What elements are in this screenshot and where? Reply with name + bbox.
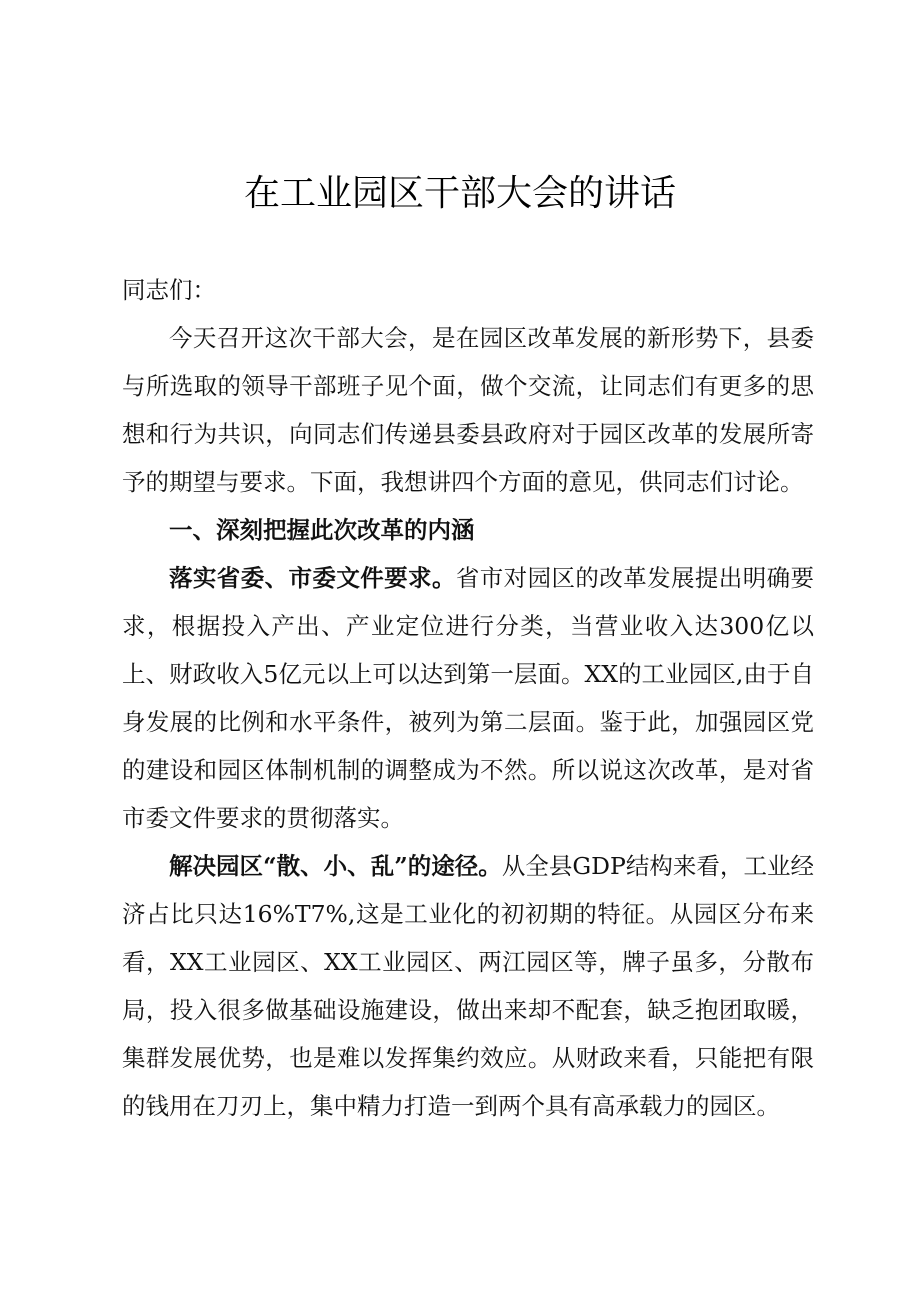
document-title: 在工业园区干部大会的讲话 bbox=[243, 173, 676, 214]
document-body bbox=[122, 266, 814, 1130]
salutation: 同志们： bbox=[122, 276, 216, 304]
paragraph-2-text: 从全县GDP结构来看，工业经济占比只达16%T7%,这是工业化的初初期的特征。从园区分布来看，XX工业园区、XX工业园区、两江园区等，牌子虽多，分散布局，投入很多做基础设施建设，做出来却不配套，缺乏抱团取暖，集群发展优势，也是难以发挥集约效应。从财政来看，只能把有限的钱用在刀刃上，集中精力打造一到两个具有高承载力的园区。 bbox=[122, 852, 814, 1120]
paragraph-2 bbox=[122, 842, 814, 1130]
paragraph-1 bbox=[122, 554, 814, 842]
paragraph-2-lead: 解决园区“散、小、乱”的途径。 bbox=[169, 852, 502, 880]
paragraph-1-lead: 落实省委、市委文件要求。 bbox=[169, 564, 456, 592]
intro-paragraph: 今天召开这次干部大会，是在园区改革发展的新形势下，县委与所选取的领导干部班子见个面，做个交流，让同志们有更多的思想和行为共识，向同志们传递县委县政府对于园区改革的发展所寄予的期望与要求。下面，我想讲四个方面的意见，供同志们讨论。 bbox=[122, 324, 814, 496]
section-heading-1: 一、深刻把握此次改革的内涵 bbox=[169, 516, 475, 544]
paragraph-1-text: 省市对园区的改革发展提出明确要求，根据投入产出、产业定位进行分类，当营业收入达300亿以上、财政收入5亿元以上可以达到第一层面。XX的工业园区,由于自身发展的比例和水平条件，被列为第二层面。鉴于此，加强园区党的建设和园区体制机制的调整成为不然。所以说这次改革，是对省市委文件要求的贯彻落实。 bbox=[122, 564, 815, 832]
